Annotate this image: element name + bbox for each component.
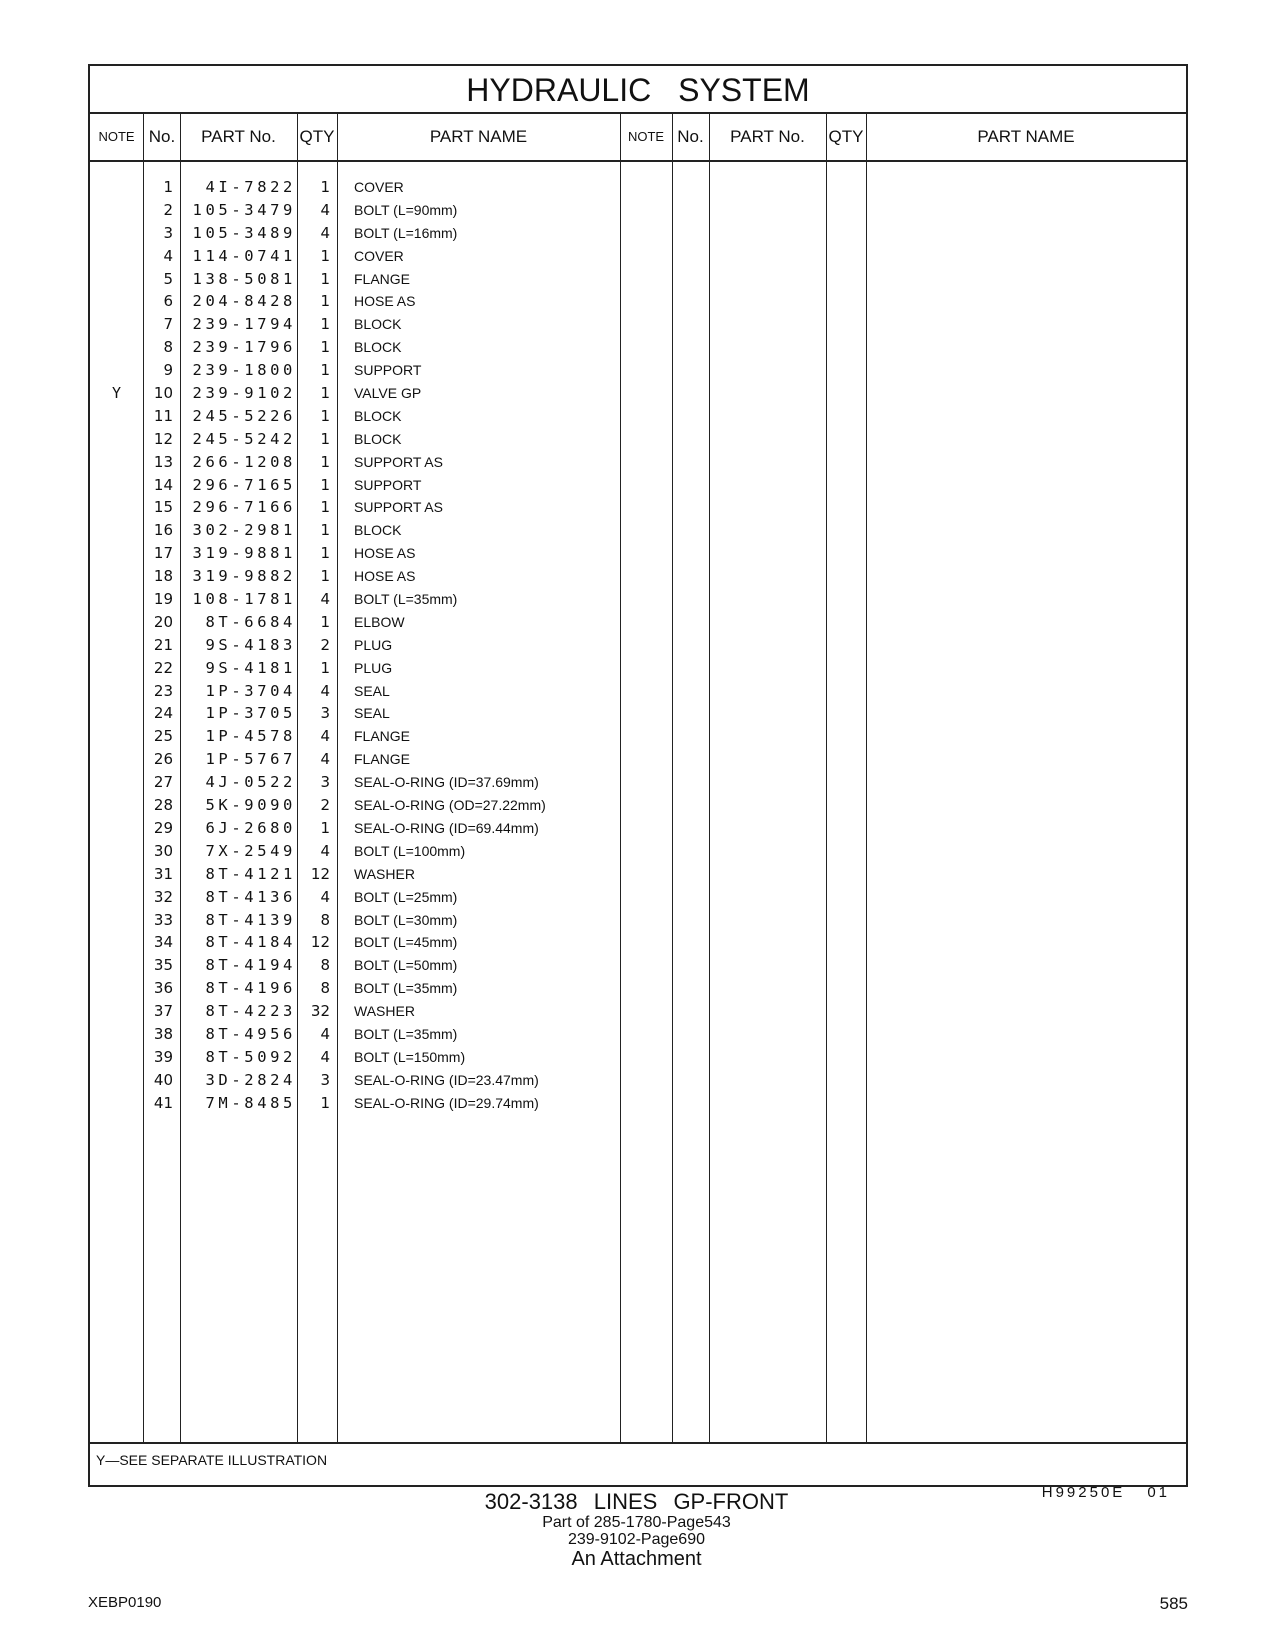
part-number: 7M-8485 (205, 1093, 296, 1112)
part-item-number: 32 (153, 887, 173, 906)
part-number: 239-1796 (192, 338, 296, 357)
header-qty: QTY (299, 127, 335, 146)
part-name: WASHER (354, 1003, 415, 1020)
part-name: BLOCK (354, 407, 402, 424)
part-quantity: 1 (320, 292, 330, 311)
part-quantity: 1 (320, 475, 330, 494)
part-name: BOLT (L=35mm) (354, 591, 458, 608)
part-quantity: 1 (320, 429, 330, 448)
part-number: 8T-4194 (205, 956, 296, 975)
part-name: BOLT (L=30mm) (354, 911, 458, 928)
part-number: 8T-4121 (205, 864, 296, 883)
caption-title: 302-3138 LINES GP-FRONT (484, 1489, 789, 1514)
table-row (90, 931, 650, 954)
table-row (90, 954, 650, 977)
part-quantity: 1 (320, 178, 330, 196)
table-row (90, 290, 650, 313)
part-name: BOLT (L=100mm) (354, 842, 466, 859)
part-quantity: 12 (310, 933, 330, 952)
part-quantity: 1 (320, 658, 330, 677)
table-row (90, 1046, 650, 1069)
table-row (90, 771, 650, 794)
part-quantity: 1 (320, 338, 330, 357)
part-number: 8T-4136 (205, 887, 296, 906)
part-item-number: 18 (153, 567, 173, 586)
parts-list-frame (88, 64, 1188, 1501)
part-item-number: 31 (153, 864, 173, 883)
part-number: 239-1794 (192, 315, 296, 334)
table-row (90, 451, 650, 474)
part-name: SEAL-O-RING (ID=37.69mm) (354, 774, 539, 791)
part-number: 245-5242 (192, 429, 296, 448)
table-row (90, 245, 650, 268)
parts-table-body (90, 176, 650, 1115)
part-name: BOLT (L=90mm) (354, 201, 458, 218)
part-name: BLOCK (354, 339, 402, 356)
table-row (90, 702, 650, 725)
part-item-number: 15 (153, 498, 173, 517)
part-number: 8T-5092 (205, 1047, 296, 1066)
part-number: 319-9882 (192, 567, 296, 586)
column-divider (709, 114, 710, 1442)
part-item-number: 6 (163, 292, 173, 311)
part-name: SUPPORT AS (354, 499, 443, 516)
caption-reference-1: Part of 285-1780-Page543 (542, 1514, 731, 1531)
table-row (90, 680, 650, 703)
part-item-number: 2 (163, 200, 173, 219)
part-number: 138-5081 (192, 269, 296, 288)
part-name: SEAL (354, 682, 390, 699)
footnote: Y—SEE SEPARATE ILLUSTRATION (96, 1452, 328, 1468)
part-name: BLOCK (354, 430, 402, 447)
part-item-number: 28 (153, 796, 173, 815)
part-name: COVER (354, 179, 404, 195)
part-item-number: 20 (153, 612, 173, 631)
part-quantity: 12 (310, 864, 330, 883)
part-item-number: 21 (153, 635, 173, 654)
part-quantity: 32 (310, 1002, 330, 1021)
part-quantity: 2 (320, 635, 330, 654)
part-item-number: 29 (153, 818, 173, 837)
part-quantity: 8 (320, 956, 330, 975)
header-part-no-2: PART No. (730, 127, 805, 146)
part-name: BOLT (L=35mm) (354, 980, 458, 997)
table-row (90, 1069, 650, 1092)
part-name: FLANGE (354, 728, 411, 745)
part-quantity: 4 (320, 887, 330, 906)
part-item-number: 35 (153, 956, 173, 975)
part-name: SUPPORT AS (354, 453, 443, 470)
part-number: 239-9102 (192, 384, 296, 403)
part-item-number: 25 (153, 727, 173, 746)
part-number: 5K-9090 (205, 796, 296, 815)
part-number: 266-1208 (192, 452, 296, 471)
part-number: 105-3489 (192, 223, 296, 242)
part-name: SEAL (354, 705, 390, 722)
table-row (90, 336, 650, 359)
table-row (90, 1000, 650, 1023)
table-row (90, 382, 650, 405)
part-quantity: 4 (320, 750, 330, 769)
table-row (90, 725, 650, 748)
part-number: 8T-4223 (205, 1002, 296, 1021)
part-quantity: 1 (320, 498, 330, 517)
section-title: HYDRAULIC SYSTEM (90, 66, 1186, 114)
column-divider (826, 114, 827, 1442)
table-row (90, 359, 650, 382)
table-row (90, 817, 650, 840)
part-name: SUPPORT (354, 362, 422, 379)
part-name: BOLT (L=50mm) (354, 957, 458, 974)
part-item-number: 12 (153, 429, 173, 448)
part-name: WASHER (354, 865, 415, 882)
caption-reference-2: 239-9102-Page690 (567, 1531, 705, 1548)
table-row (90, 519, 650, 542)
part-quantity: 4 (320, 223, 330, 242)
part-quantity: 4 (320, 841, 330, 860)
part-name: SEAL-O-RING (ID=69.44mm) (354, 819, 539, 836)
header-note-2: NOTE (627, 129, 665, 144)
part-quantity: 1 (320, 818, 330, 837)
part-quantity: 1 (320, 361, 330, 380)
part-number: 245-5226 (192, 406, 296, 425)
part-item-number: 8 (163, 338, 173, 357)
part-name: BOLT (L=150mm) (354, 1048, 466, 1065)
part-number: 319-9881 (192, 544, 296, 563)
part-item-number: 24 (153, 704, 173, 723)
part-name: SEAL-O-RING (ID=23.47mm) (354, 1071, 539, 1088)
table-row (90, 863, 650, 886)
part-quantity: 1 (320, 612, 330, 631)
part-item-number: 41 (153, 1093, 173, 1112)
part-number: 204-8428 (192, 292, 296, 311)
part-number: 1P-4578 (205, 727, 296, 746)
part-item-number: 38 (153, 1024, 173, 1043)
table-row (90, 405, 650, 428)
part-item-number: 39 (153, 1047, 173, 1066)
part-number: 8T-4139 (205, 910, 296, 929)
table-row (90, 588, 650, 611)
part-number: 8T-4184 (205, 933, 296, 952)
part-name: BLOCK (354, 522, 402, 539)
part-number: 239-1800 (192, 361, 296, 380)
part-item-number: 26 (153, 750, 173, 769)
table-row (90, 977, 650, 1000)
part-item-number: 1 (163, 178, 173, 196)
table-row (90, 176, 650, 199)
part-number: 114-0741 (192, 246, 296, 265)
part-number: 9S-4183 (205, 635, 296, 654)
table-row (90, 268, 650, 291)
part-quantity: 3 (320, 1070, 330, 1089)
figure-caption (0, 1490, 1273, 1570)
part-name: PLUG (354, 659, 393, 676)
part-number: 302-2981 (192, 521, 296, 540)
part-item-number: 40 (153, 1070, 173, 1089)
part-item-number: 17 (153, 544, 173, 563)
part-number: 8T-6684 (205, 612, 296, 631)
header-part-name-2: PART NAME (977, 127, 1075, 146)
caption-attachment: An Attachment (571, 1548, 702, 1570)
part-number: 6J-2680 (205, 818, 296, 837)
part-name: PLUG (354, 636, 393, 653)
table-row (90, 565, 650, 588)
part-quantity: 1 (320, 406, 330, 425)
column-divider (866, 114, 867, 1442)
part-item-number: 11 (153, 406, 173, 425)
part-quantity: 3 (320, 704, 330, 723)
part-quantity: 1 (320, 315, 330, 334)
part-quantity: 1 (320, 246, 330, 265)
header-part-name: PART NAME (429, 127, 528, 146)
part-quantity: 1 (320, 452, 330, 471)
part-number: 4J-0522 (205, 773, 296, 792)
table-row (90, 748, 650, 771)
part-name: BOLT (L=25mm) (354, 888, 458, 905)
part-quantity: 8 (320, 979, 330, 998)
part-name: SUPPORT (354, 476, 422, 493)
table-row (90, 1023, 650, 1046)
table-row (90, 909, 650, 932)
table-row (90, 496, 650, 519)
header-no-2: No. (677, 127, 704, 146)
part-quantity: 1 (320, 544, 330, 563)
part-note: Y (111, 384, 122, 403)
table-row (90, 222, 650, 245)
header-part-no: PART No. (201, 127, 276, 146)
part-item-number: 16 (153, 521, 173, 540)
part-quantity: 2 (320, 796, 330, 815)
part-number: 8T-4956 (205, 1024, 296, 1043)
part-number: 1P-3705 (205, 704, 296, 723)
part-quantity: 4 (320, 200, 330, 219)
part-quantity: 4 (320, 1024, 330, 1043)
part-name: COVER (354, 247, 404, 264)
part-number: 1P-3704 (205, 681, 296, 700)
part-item-number: 9 (163, 361, 173, 380)
part-quantity: 1 (320, 1093, 330, 1112)
part-quantity: 1 (320, 384, 330, 403)
part-name: BOLT (L=16mm) (354, 224, 458, 241)
part-quantity: 8 (320, 910, 330, 929)
drawing-code-id: H99250E (1041, 1484, 1126, 1501)
part-name: FLANGE (354, 270, 411, 287)
part-name: HOSE AS (354, 545, 416, 562)
part-name: BOLT (L=35mm) (354, 1025, 458, 1042)
table-row (90, 313, 650, 336)
table-row (90, 886, 650, 909)
part-number: 296-7165 (192, 475, 296, 494)
part-quantity: 1 (320, 567, 330, 586)
part-name: SEAL-O-RING (OD=27.22mm) (354, 797, 546, 814)
part-name: BLOCK (354, 316, 402, 333)
table-header (90, 114, 1186, 162)
part-number: 296-7166 (192, 498, 296, 517)
part-number: 105-3479 (192, 200, 296, 219)
table-row (90, 840, 650, 863)
part-item-number: 14 (153, 475, 173, 494)
part-item-number: 4 (163, 246, 173, 265)
part-name: SEAL-O-RING (ID=29.74mm) (354, 1094, 539, 1111)
page-number: 585 (1159, 1594, 1188, 1613)
part-item-number: 34 (153, 933, 173, 952)
column-divider (672, 114, 673, 1442)
part-quantity: 1 (320, 521, 330, 540)
part-name: ELBOW (354, 613, 405, 630)
table-row (90, 199, 650, 222)
part-number: 3D-2824 (205, 1070, 296, 1089)
part-name: HOSE AS (354, 293, 416, 310)
part-number: 7X-2549 (205, 841, 296, 860)
part-item-number: 30 (153, 841, 173, 860)
part-item-number: 33 (153, 910, 173, 929)
header-no: No. (148, 127, 176, 146)
table-row (90, 794, 650, 817)
drawing-code-rev: 01 (1147, 1484, 1170, 1501)
part-quantity: 3 (320, 773, 330, 792)
part-item-number: 3 (163, 223, 173, 242)
table-row (90, 474, 650, 497)
part-number: 1P-5767 (205, 750, 296, 769)
part-item-number: 5 (163, 269, 173, 288)
part-item-number: 19 (153, 590, 173, 609)
part-name: FLANGE (354, 751, 411, 768)
part-item-number: 22 (153, 658, 173, 677)
part-name: BOLT (L=45mm) (354, 934, 458, 951)
footer-divider (90, 1442, 1186, 1444)
part-quantity: 1 (320, 269, 330, 288)
part-number: 9S-4181 (205, 658, 296, 677)
table-row (90, 657, 650, 680)
part-item-number: 36 (153, 979, 173, 998)
part-item-number: 27 (153, 773, 173, 792)
table-row (90, 1092, 650, 1115)
part-item-number: 37 (153, 1002, 173, 1021)
part-number: 8T-4196 (205, 979, 296, 998)
table-row (90, 634, 650, 657)
part-number: 108-1781 (192, 590, 296, 609)
document-id: XEBP0190 (88, 1594, 162, 1611)
table-row (90, 542, 650, 565)
part-quantity: 4 (320, 1047, 330, 1066)
table-row (90, 611, 650, 634)
part-name: HOSE AS (354, 568, 416, 585)
table-row (90, 428, 650, 451)
part-item-number: 23 (153, 681, 173, 700)
header-qty-2: QTY (828, 127, 864, 146)
part-quantity: 4 (320, 681, 330, 700)
part-item-number: 10 (153, 384, 173, 403)
part-quantity: 4 (320, 590, 330, 609)
part-quantity: 4 (320, 727, 330, 746)
part-number: 4I-7822 (205, 178, 296, 196)
part-item-number: 13 (153, 452, 173, 471)
header-note: NOTE (98, 129, 135, 144)
part-item-number: 7 (163, 315, 173, 334)
part-name: VALVE GP (354, 385, 422, 402)
